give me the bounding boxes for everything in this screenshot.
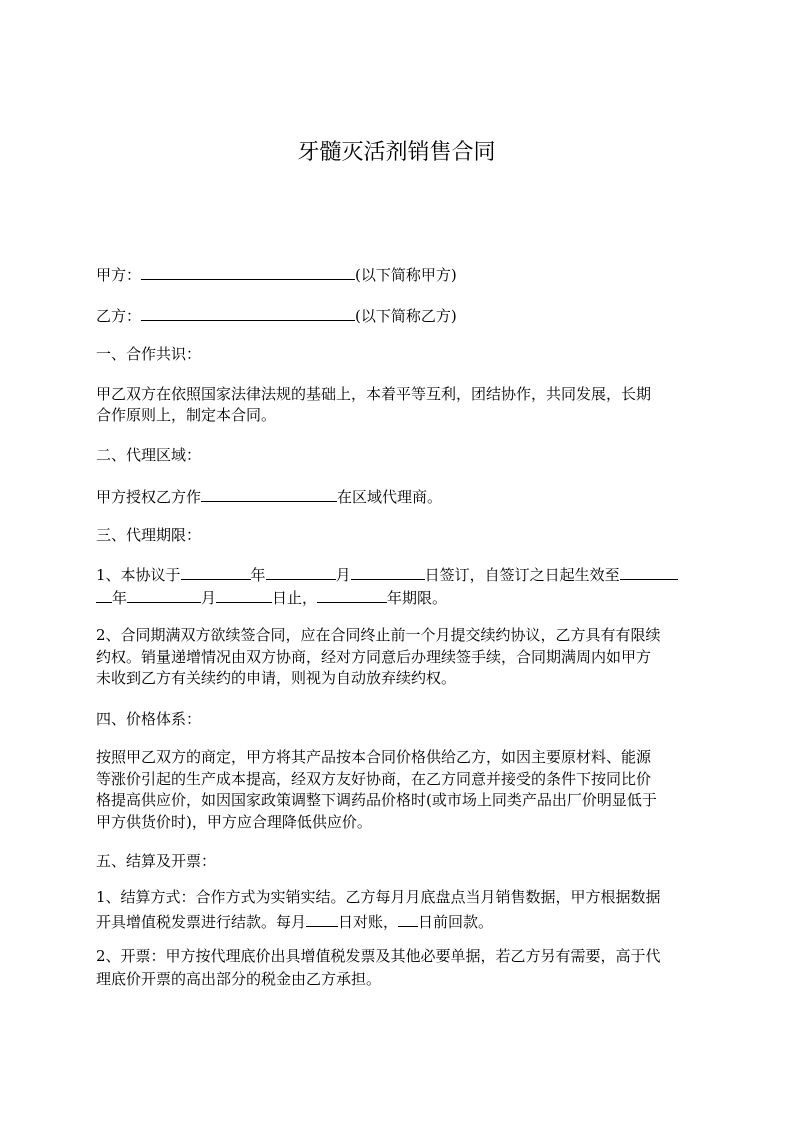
sign-year-blank [181,562,251,580]
section-4-heading: 四、价格体系： [96,710,202,728]
end-day-text: 日止， [272,589,318,607]
term-start-text: 1、本协议于 [96,566,181,584]
renewal-line-1: 2、合同期满双方欲续签合同，应在合同终止前一个月提交续约协议，乙方具有有限续 [96,626,661,644]
pricing-line-1: 按照甲乙双方的商定，甲方将其产品按本合同价格供给乙方，如因主要原材料、能源 [96,748,652,766]
document-title: 牙髓灭活剂销售合同 [297,140,496,165]
section-1-heading: 一、合作共识： [96,345,202,363]
settlement-text: 开具增值税发票进行结款。每月 [96,913,307,931]
section-2-heading: 二、代理区域： [96,446,202,464]
end-year-blank-part2 [96,585,112,603]
party-b-line [96,303,698,327]
section-1-line-1: 甲乙双方在依照国家法律法规的基础上，本着平等互利，团结协作，共同发展，长期 [96,385,652,403]
region-prefix: 甲方授权乙方作 [96,488,202,506]
invoice-line-1: 2、开票：甲方按代理底价出具增值税发票及其他必要单据，若乙方另有需要，高于代 [96,947,661,965]
payment-day-blank [398,909,418,927]
reconcile-text: 日对账， [338,913,399,931]
invoice-line-2: 理底价开票的高出部分的税金由乙方承担。 [96,970,382,988]
section-3-heading: 三、代理期限： [96,526,202,544]
year-label: 年 [250,566,266,584]
party-a-blank [141,262,355,280]
party-a-line [96,262,698,286]
party-a-suffix: (以下简称甲方) [355,266,457,284]
settlement-line-1: 1、结算方式：合作方式为实销实结。乙方每月月底盘点当月销售数据，甲方根据数据 [96,888,661,906]
region-suffix: 在区域代理商。 [337,488,443,506]
term-line-2 [96,585,698,609]
payment-text: 日前回款。 [418,913,494,931]
renewal-line-3: 未收到乙方有关续约的申请，则视为自动放弃续约权。 [96,669,457,687]
renewal-line-2: 约权。销量递增情况由双方协商，经对方同意后办理续签手续，合同期满周内如甲方 [96,648,652,666]
end-year-blank-part1 [620,562,678,580]
end-year-label: 年 [112,589,128,607]
end-day-blank [216,585,272,603]
pricing-line-3: 格提高供应价，如因国家政策调整下调药品价格时(或市场上同类产品出厂价明显低于 [96,791,657,809]
month-label: 月 [335,566,351,584]
section-2-body [96,484,698,508]
end-month-blank [127,585,201,603]
term-years-blank [317,585,387,603]
sign-day-blank [351,562,425,580]
party-b-suffix: (以下简称乙方) [355,307,457,325]
pricing-line-4: 甲方供货价时)，甲方应合理降低供应价。 [96,813,372,831]
pricing-line-2: 等涨价引起的生产成本提高，经双方友好协商，在乙方同意并接受的条件下按同比价 [96,770,652,788]
term-line-1 [96,562,698,586]
section-5-heading: 五、结算及开票： [96,852,217,870]
term-years-text: 年期限。 [387,589,448,607]
section-1-line-2: 合作原则上，制定本合同。 [96,406,277,424]
region-blank [201,484,337,502]
effective-text: 日签订，自签订之日起生效至 [424,566,620,584]
reconcile-day-blank [306,909,338,927]
party-b-label: 乙方： [96,307,142,325]
party-a-label: 甲方： [96,266,142,284]
end-month-label: 月 [201,589,217,607]
sign-month-blank [266,562,336,580]
settlement-line-2 [96,909,698,933]
party-b-blank [141,303,355,321]
